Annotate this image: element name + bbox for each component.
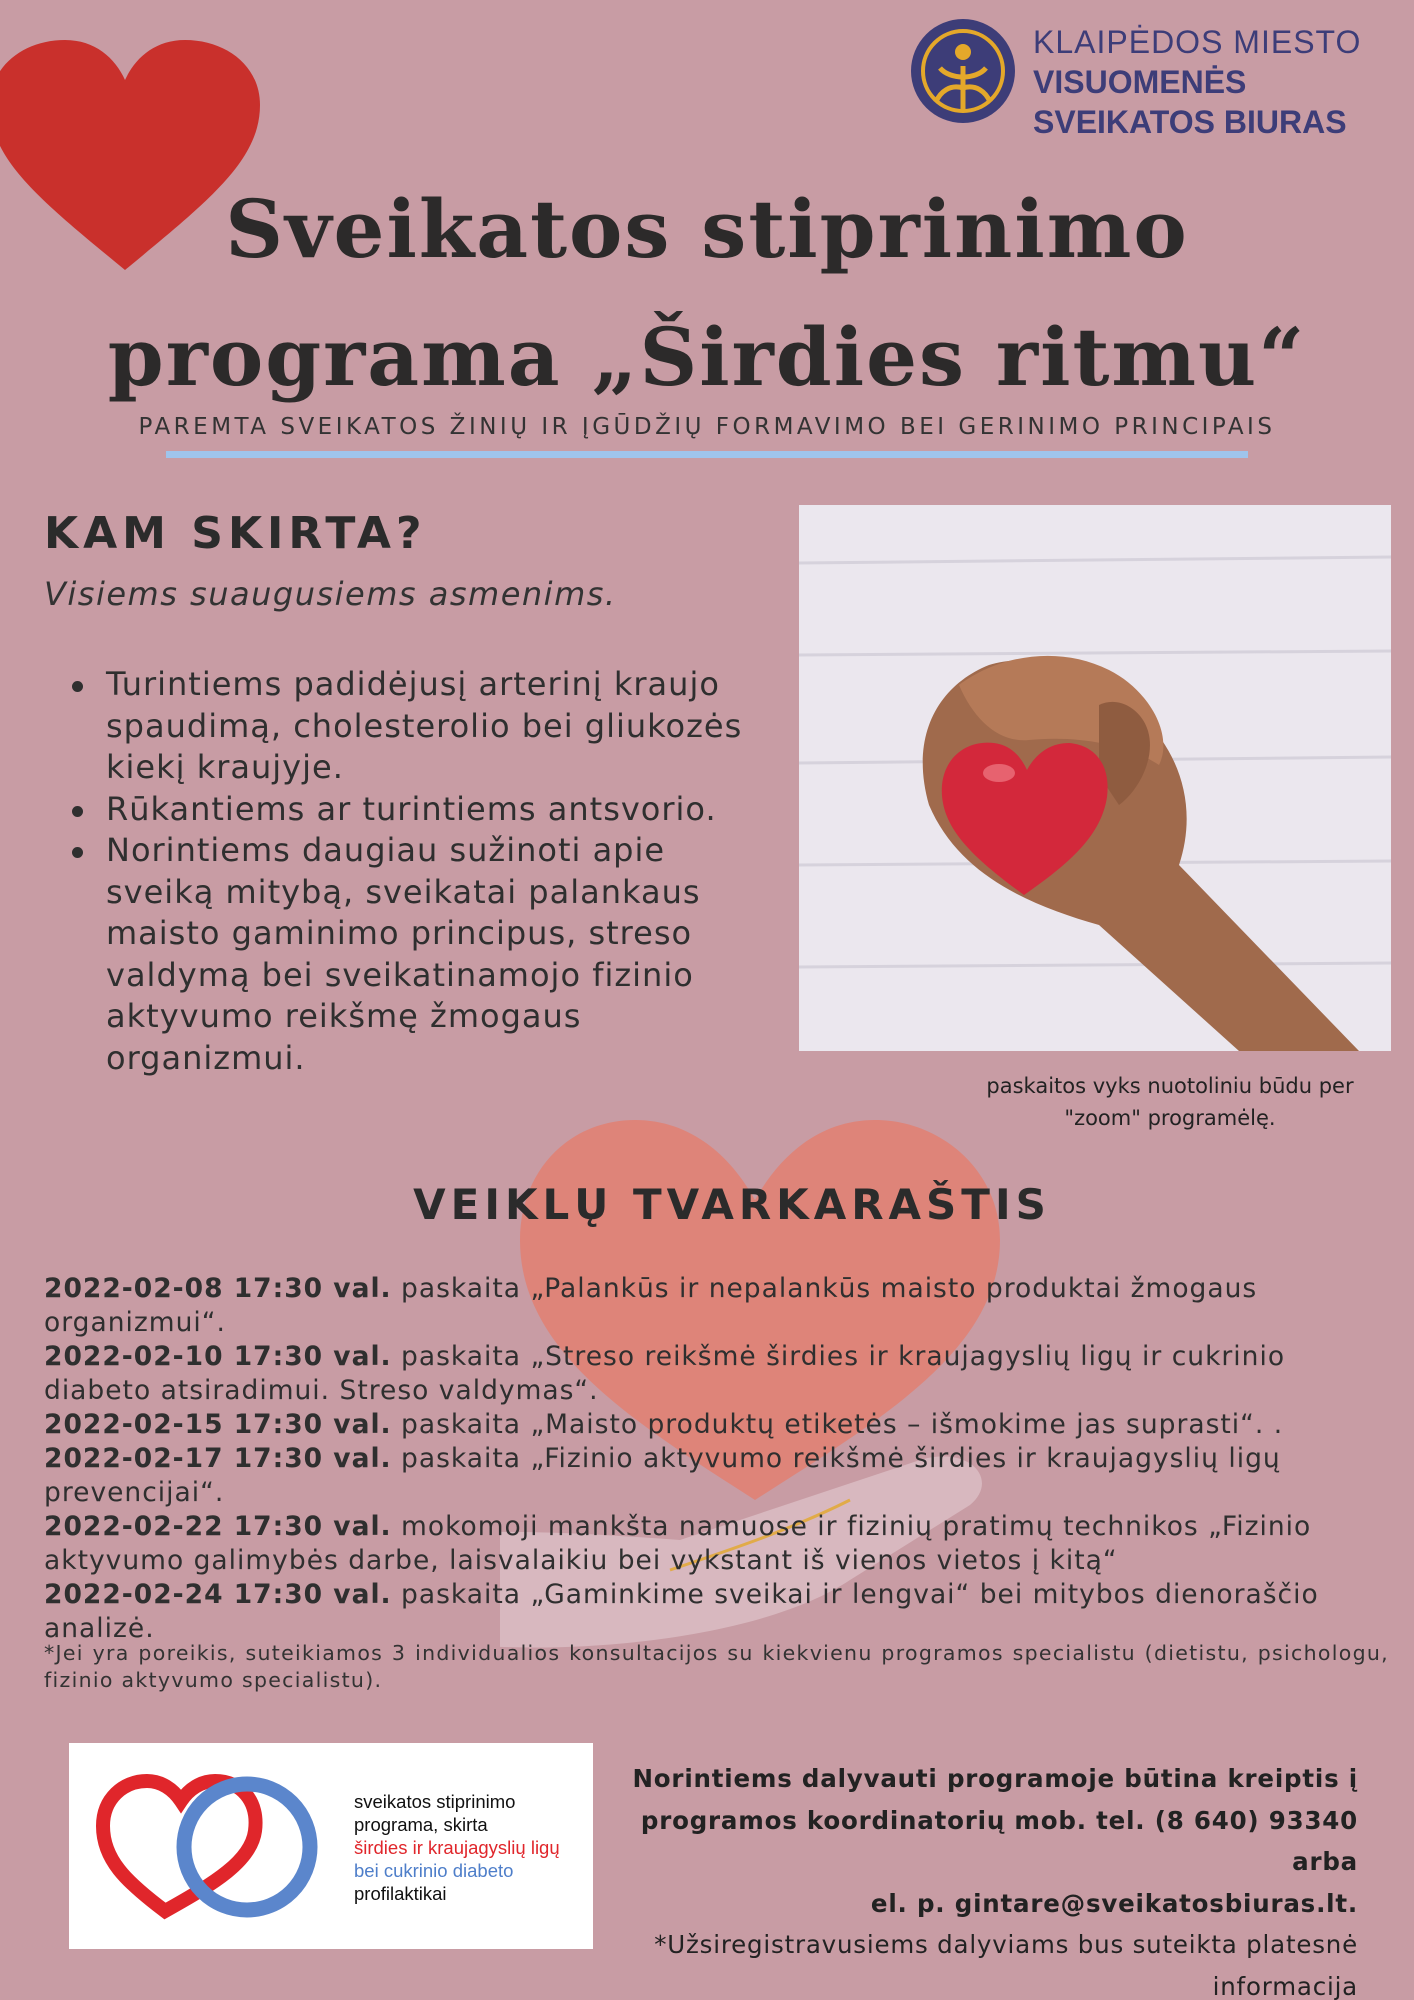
footnote: *Jei yra poreikis, suteikiamos 3 individualios konsultacijos su kiekvienu programos specialistu (dietistu, psichologu, fizinio aktyvumo specialistu). (44, 1641, 1389, 1692)
title-line2: programa „Širdies ritmu“ (107, 310, 1307, 404)
schedule-text: paskaita „Palankūs ir nepalankūs maisto produktai žmogaus organizmui“. (44, 1273, 1258, 1338)
hands-heart-image (799, 505, 1391, 1051)
subtitle-underline (166, 451, 1248, 458)
schedule-date: 2022-02-24 17:30 val. (44, 1579, 392, 1610)
schedule-date: 2022-02-15 17:30 val. (44, 1409, 392, 1440)
schedule-date: 2022-02-10 17:30 val. (44, 1341, 392, 1372)
program-logo-line1: sveikatos stiprinimo (354, 1791, 516, 1812)
schedule-row (44, 1408, 1384, 1442)
list-item: Rūkantiems ar turintiems antsvorio. (66, 789, 746, 831)
contact-line1: Norintiems dalyvauti programoje būtina kreiptis į (632, 1764, 1358, 1793)
schedule-heading: VEIKLŲ TVARKARAŠTIS (413, 1180, 1051, 1229)
audience-subheading: Visiems suaugusiems asmenims. (44, 575, 617, 613)
program-logo-line2: programa, skirta (354, 1814, 488, 1835)
program-logo-line3: širdies ir kraujagyslių ligų (354, 1837, 560, 1858)
photo-caption (960, 1070, 1380, 1134)
schedule-text: paskaita „Maisto produktų etiketės – išmokime jas suprasti“. . (391, 1409, 1284, 1440)
schedule-row (44, 1340, 1384, 1408)
schedule-row (44, 1442, 1384, 1510)
schedule-date: 2022-02-22 17:30 val. (44, 1511, 392, 1542)
contact-line5: informacija (1212, 1971, 1358, 2000)
audience-list (66, 664, 746, 1079)
title-line1: Sveikatos stiprinimo (225, 182, 1189, 276)
page-subtitle: PAREMTA SVEIKATOS ŽINIŲ IR ĮGŪDŽIŲ FORMAVIMO BEI GERINIMO PRINCIPAIS (138, 414, 1276, 440)
program-logo (69, 1743, 593, 1949)
audience-heading: KAM SKIRTA? (44, 508, 427, 559)
contact-info (600, 1758, 1358, 2000)
page-title (0, 165, 1414, 421)
contact-email[interactable]: el. p. gintare@sveikatosbiuras.lt. (870, 1888, 1358, 1918)
org-emblem-icon (910, 18, 1016, 124)
schedule-list (44, 1272, 1384, 1646)
program-logo-line4: bei cukrinio diabeto (354, 1860, 514, 1881)
org-name-line3: SVEIKATOS BIURAS (1033, 104, 1347, 140)
hands-heart-photo (799, 505, 1391, 1051)
schedule-date: 2022-02-08 17:30 val. (44, 1273, 392, 1304)
schedule-date: 2022-02-17 17:30 val. (44, 1443, 392, 1474)
schedule-text: paskaita „Fizinio aktyvumo reikšmė širdies ir kraujagyslių ligų prevencijai“. (44, 1443, 1281, 1508)
schedule-row (44, 1510, 1384, 1578)
schedule-row (44, 1272, 1384, 1340)
program-logo-text (354, 1790, 560, 1905)
list-item: Norintiems daugiau sužinoti apie sveiką mitybą, sveikatai palankaus maisto gaminimo principus, streso valdymą bei sveikatinamojo fizinio aktyvumo reikšmę žmogaus organizmui. (66, 830, 746, 1079)
org-name-line1: KLAIPĖDOS MIESTO (1033, 24, 1362, 60)
contact-line2: programos koordinatorių mob. tel. (8 640) 93340 arba (640, 1805, 1358, 1876)
photo-caption-line2: "zoom" programėlę. (1064, 1106, 1276, 1130)
program-logo-line5: profilaktikai (354, 1883, 447, 1904)
heart-ring-logo-icon (95, 1771, 323, 1923)
list-item: Turintiems padidėjusį arterinį kraujo spaudimą, cholesterolio bei gliukozės kiekį kraujyje. (66, 664, 746, 789)
org-name-line2: VISUOMENĖS (1033, 64, 1247, 100)
org-logo (910, 18, 1390, 140)
contact-line4: *Užsiregistravusiems dalyviams bus suteikta platesnė (654, 1930, 1358, 1959)
schedule-row (44, 1578, 1384, 1646)
photo-caption-line1: paskaitos vyks nuotoliniu būdu per (986, 1074, 1354, 1098)
schedule-text: paskaita „Gaminkime sveikai ir lengvai“ bei mitybos dienoraščio analizė. (44, 1579, 1319, 1644)
schedule-text: paskaita „Streso reikšmė širdies ir kraujagyslių ligų ir cukrinio diabeto atsiradimui. Streso valdymas“. (44, 1341, 1286, 1406)
schedule-text: mokomoji mankšta namuose ir fizinių pratimų technikos „Fizinio aktyvumo galimybės darbe, laisvalaikiu bei vykstant iš vienos vietos į kitą“ (44, 1511, 1312, 1576)
